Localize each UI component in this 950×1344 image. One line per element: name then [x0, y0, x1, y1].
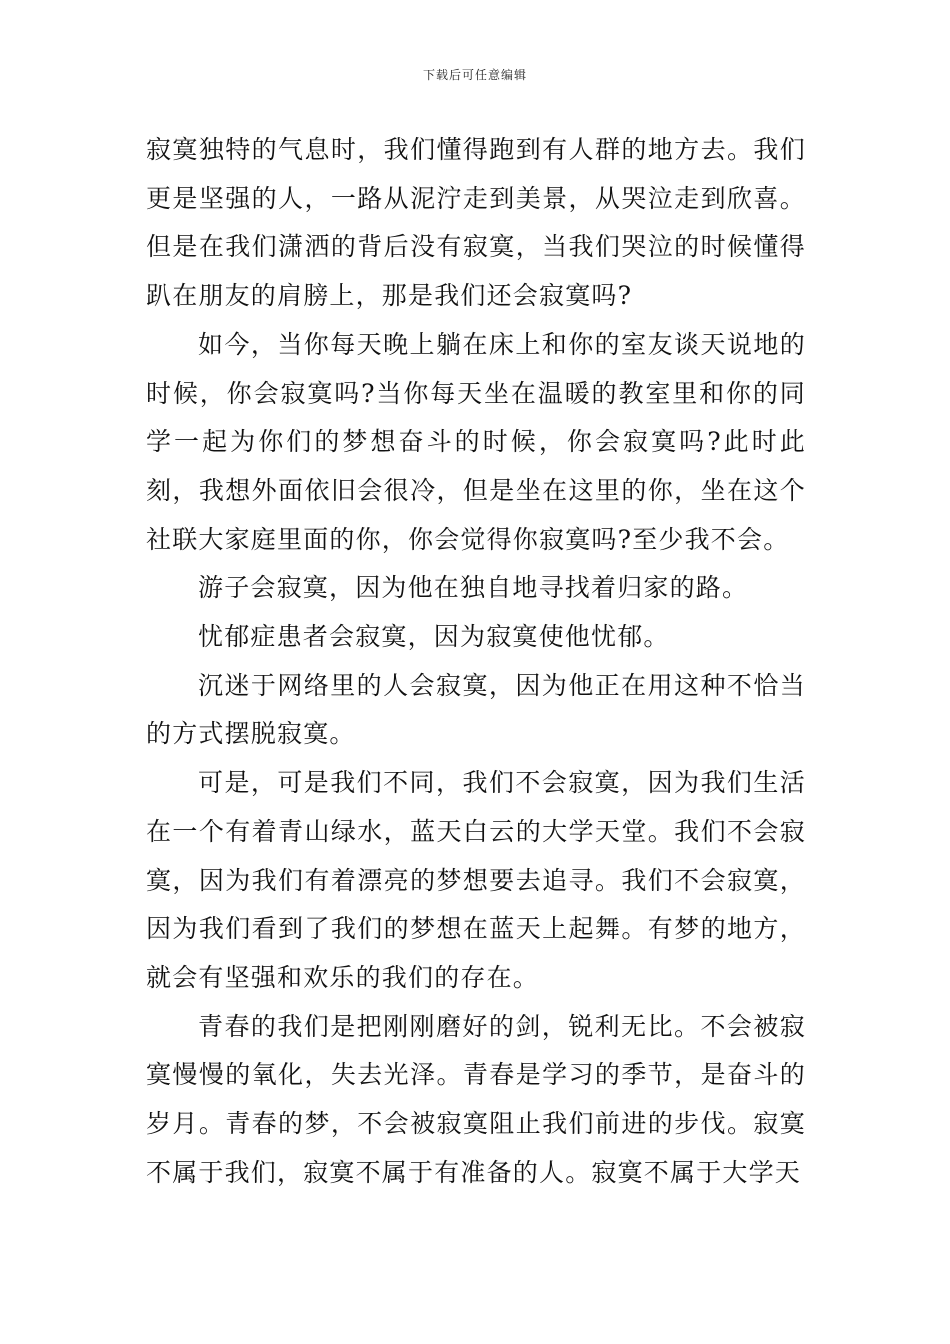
page-header: 下载后可任意编辑	[422, 68, 527, 82]
paragraph-5: 沉迷于网络里的人会寂寞，因为他正在用这种不恰当的方式摆脱寂寞。	[146, 670, 806, 749]
paragraph-2: 如今，当你每天晚上躺在床上和你的室友谈天说地的时候，你会寂寞吗?当你每天坐在温暖的教室里和你的同学一起为你们的梦想奋斗的时候，你会寂寞吗?此时此刻，我想外面依旧会很冷，但是坐在这里的你，坐在这个社联大家庭里面的你，你会觉得你寂寞吗?至少我不会。	[146, 329, 806, 554]
document-body	[146, 126, 806, 1197]
paragraph-4: 忧郁症患者会寂寞，因为寂寞使他忧郁。	[198, 622, 670, 652]
paragraph-3: 游子会寂寞，因为他在独自地寻找着归家的路。	[198, 573, 749, 603]
paragraph-1: 寂寞独特的气息时，我们懂得跑到有人群的地方去。我们更是坚强的人，一路从泥泞走到美景，从哭泣走到欣喜。但是在我们潇洒的背后没有寂寞，当我们哭泣的时候懂得趴在朋友的肩膀上，那是我们还会寂寞吗?	[146, 135, 806, 311]
paragraph-7: 青春的我们是把刚刚磨好的剑，锐利无比。不会被寂寞慢慢的氧化，失去光泽。青春是学习的季节，是奋斗的岁月。青春的梦，不会被寂寞阻止我们前进的步伐。寂寞不属于我们，寂寞不属于有准备的人。寂寞不属于大学天	[146, 1011, 806, 1187]
paragraph-6: 可是，可是我们不同，我们不会寂寞，因为我们生活在一个有着青山绿水，蓝天白云的大学天堂。我们不会寂寞，因为我们有着漂亮的梦想要去追寻。我们不会寂寞，因为我们看到了我们的梦想在蓝天上起舞。有梦的地方，就会有坚强和欢乐的我们的存在。	[146, 768, 806, 992]
